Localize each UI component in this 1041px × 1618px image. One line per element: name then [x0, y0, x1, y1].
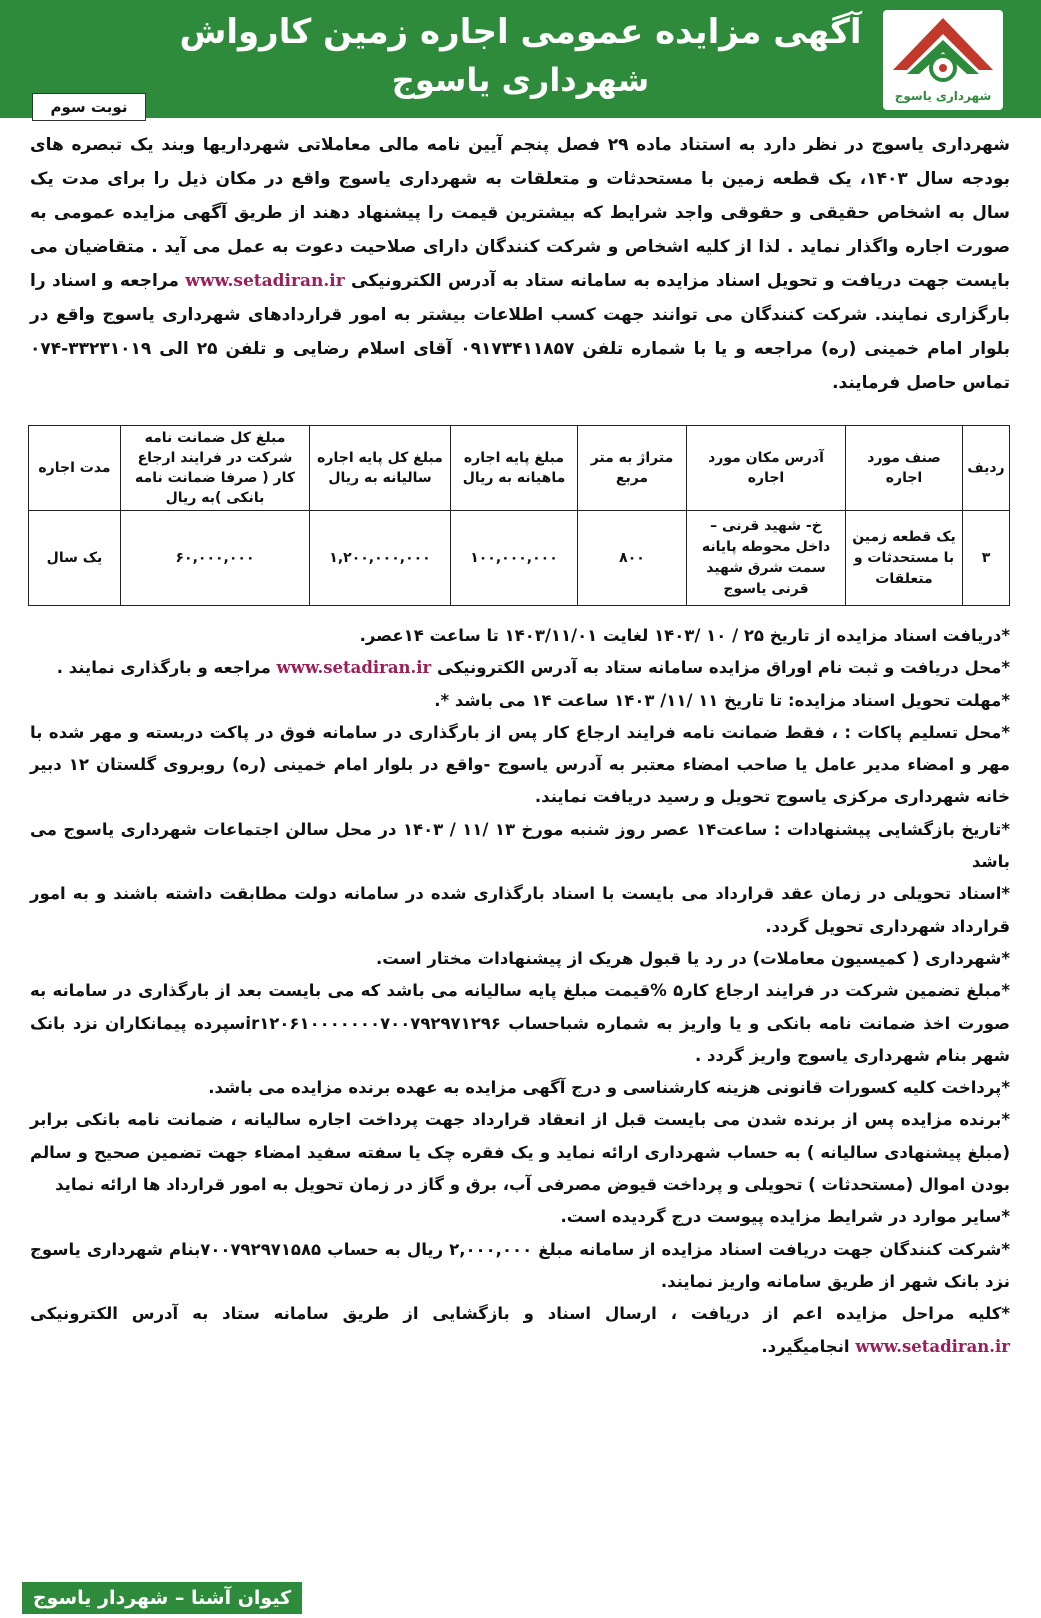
intro-line: شرکت کنندگان می توانند جهت کسب اطلاعات بیشتر به امور قراردادهای شهرداری یاسوج واقع در بلوار امام خمینی (ره)	[30, 305, 1011, 359]
table-cell: یک سال	[29, 511, 121, 606]
table-cell: خ- شهید قرنی – داخل محوطه پایانه سمت شرق شهید قرنی یاسوج	[687, 511, 846, 606]
term-item: *سایر موارد در شرایط مزایده پیوست درج گردیده است.	[560, 1207, 1010, 1227]
logo-emblem-icon	[883, 10, 1003, 110]
col-header: صنف مورد اجاره	[846, 426, 963, 511]
setad-link[interactable]: www.setadiran.ir	[185, 271, 345, 291]
setad-link[interactable]: www.setadiran.ir	[276, 658, 432, 678]
table-cell: یک قطعه زمین با مستحدثات و متعلقات	[846, 511, 963, 606]
logo-text: شهرداری یاسوج	[894, 89, 992, 103]
term-item: *اسناد تحویلی در زمان عقد قرارداد می بایست با اسناد بارگذاری شده در سامانه دولت مطابقت داشته باشند و به امور قرارداد شهرداری تحویل گردد.	[30, 884, 1010, 936]
mayor-signature: کیوان آشنا – شهردار یاسوج	[22, 1582, 302, 1614]
term-item	[30, 1298, 1010, 1363]
term-item: *شرکت کنندگان جهت دریافت اسناد مزایده از سامانه مبلغ ۲,۰۰۰,۰۰۰ ریال به حساب ۷۰۰۷۹۲۹۷۱۵۸۵بنام شهرداری یاسوج نزد بانک شهر از طریق سامانه واریز نمایند.	[30, 1239, 1011, 1291]
term-text: انجامیگیرد.	[761, 1336, 850, 1356]
table-cell: ۶۰,۰۰۰,۰۰۰	[121, 511, 310, 606]
table-cell: ۱,۲۰۰,۰۰۰,۰۰۰	[310, 511, 451, 606]
table-header-row	[29, 426, 1010, 511]
intro-line: سال ۱۴۰۳، یک قطعه زمین با مستحدثات و متعلقات به شهرداری یاسوج واقع در مکان ذیل را برای مدت یک سال به	[30, 169, 1010, 223]
col-header: متراژ به متر مربع	[578, 426, 687, 511]
table-cell: ۸۰۰	[578, 511, 687, 606]
term-item: *مهلت تحویل اسناد مزایده: تا تاریخ ۱۱ /۱۱/ ۱۴۰۳ ساعت ۱۴ می باشد *.	[434, 690, 1010, 710]
term-item: *دریافت اسناد مزایده از تاریخ ۲۵ / ۱۰ /۱۴۰۳ لغایت ۱۴۰۳/۱۱/۰۱ تا ساعت ۱۴عصر.	[359, 626, 1010, 645]
setad-link[interactable]: www.setadiran.ir	[855, 1336, 1010, 1356]
terms-list	[30, 620, 1010, 1363]
intro-line: واگذار نماید . لذا از کلیه اشخاص و شرکت کنندگان دارای صلاحیت دعوت به عمل می آید . متقاضیان می بایست جهت	[30, 237, 1010, 291]
col-header: مبلغ کل پایه اجاره سالیانه به ریال	[310, 426, 451, 511]
term-item: *شهرداری ( کمیسیون معاملات) در رد یا قبول هریک از پیشنهادات مختار است.	[375, 948, 1010, 968]
intro-line: مراجعه و یا با شماره تلفن ۰۹۱۷۳۴۱۱۸۵۷ آقای اسلام رضایی و تلفن ۲۵ الی ۳۳۲۳۱۰۱۹-۰۷۴ تماس حاصل فرمایند.	[30, 339, 1010, 393]
intro-paragraph	[30, 128, 1010, 400]
term-item: *برنده مزایده پس از برنده شدن می بایست قبل از انعقاد قرارداد جهت پرداخت اجاره سالیانه ، ضمانت نامه بانکی برابر (مبلغ پیشنهادی سالیانه ) به حساب شهرداری ارائه نماید و یک فقره چک یا سفته سفید امضاء جهت تضمین صحیح و سالم بودن اموال (مستحدثات ) تحویلی و پرداخت قیوض مصرفی آب، برق و گاز در زمان تحویل به امور قرارداد ها ارائه نماید	[30, 1110, 1010, 1195]
term-item	[30, 652, 1010, 684]
term-item: *تاریخ بازگشایی پیشنهادات : ساعت۱۴ عصر روز شنبه مورخ ۱۳ /۱۱ / ۱۴۰۳ در محل سالن اجتماعات شهرداری یاسوج می باشد	[30, 819, 1010, 872]
term-item: *محل تسلیم پاکات : ، فقط ضمانت نامه فرایند ارجاع کار پس از بارگذاری در سامانه فوق در پاکت دربسته و مهر شده با مهر و امضاء مدیر عامل یا صاحب امضاء معتبر به آدرس یاسوج -واقع در بلوار امام خمینی (ره) روبروی گلستان ۱۲ دبیر خانه شهرداری مرکزی یاسوج تحویل و رسید دریافت نمایند.	[30, 722, 1010, 807]
col-header: آدرس مکان مورد اجاره	[687, 426, 846, 511]
intro-line: شهرداری یاسوج در نظر دارد به استناد ماده ۲۹ فصل پنجم آیین نامه مالی معاملاتی شهرداریها وبند یک تبصره های بودجه	[30, 135, 1010, 189]
table-cell: ۱۰۰,۰۰۰,۰۰۰	[451, 511, 578, 606]
table-row	[29, 511, 1010, 606]
col-header: ردیف	[963, 426, 1010, 511]
intro-line: مراجعه و اسناد را بارگزاری نمایند.	[30, 271, 1011, 325]
notice-subtitle: شهرداری یاسوج	[391, 61, 650, 99]
term-item: *مبلغ تضمین شرکت در فرایند ارجاع کار۵ %قیمت مبلغ پایه سالیانه می باشد که می بایست بعد از بارگذاری در سامانه به صورت اخذ ضمانت نامه بانکی و یا واریز به شماره شباحساب ir۱۲۰۶۱۰۰۰۰۰۰۰۷۰۰۷۹۲۹۷۱۲۹۶سپرده پیمانکاران نزد بانک شهر بنام شهرداری یاسوج واریز گردد .	[30, 981, 1011, 1065]
header-banner	[0, 0, 1041, 118]
term-text: *کلیه مراحل مزایده اعم از دریافت ، ارسال اسناد و بازگشایی از طریق سامانه ستاد به آدرس الکترونیکی	[30, 1304, 1010, 1324]
table-cell: ۳	[963, 511, 1010, 606]
lease-table	[28, 425, 1010, 606]
municipality-logo	[883, 10, 1003, 110]
term-text: مراجعه و بارگذاری نمایند .	[56, 658, 271, 678]
term-text: *محل دریافت و ثبت نام اوراق مزایده سامانه ستاد به آدرس الکترونیکی	[436, 658, 1010, 678]
round-badge: نوبت سوم	[32, 93, 146, 121]
intro-line: دریافت و تحویل اسناد مزایده به سامانه ستاد به آدرس الکترونیکی	[351, 271, 902, 291]
term-item: *پرداخت کلیه کسورات قانونی هزینه کارشناسی و درج آگهی مزایده به عهده برنده مزایده می باشد.	[208, 1078, 1010, 1098]
notice-title: آگهی مزایده عمومی اجاره زمین کارواش	[179, 12, 862, 52]
col-header: مبلغ پایه اجاره ماهیانه به ریال	[451, 426, 578, 511]
col-header: مدت اجاره	[29, 426, 121, 511]
col-header: مبلغ کل ضمانت نامه شرکت در فرایند ارجاع کار ( صرفا ضمانت نامه بانکی )به ریال	[121, 426, 310, 511]
intro-line: اشخاص حقیقی و حقوقی واجد شرایط که بیشترین قیمت را پیشنهاد دهند از طریق آگهی مزایده عمومی به صورت اجاره	[30, 203, 1010, 257]
